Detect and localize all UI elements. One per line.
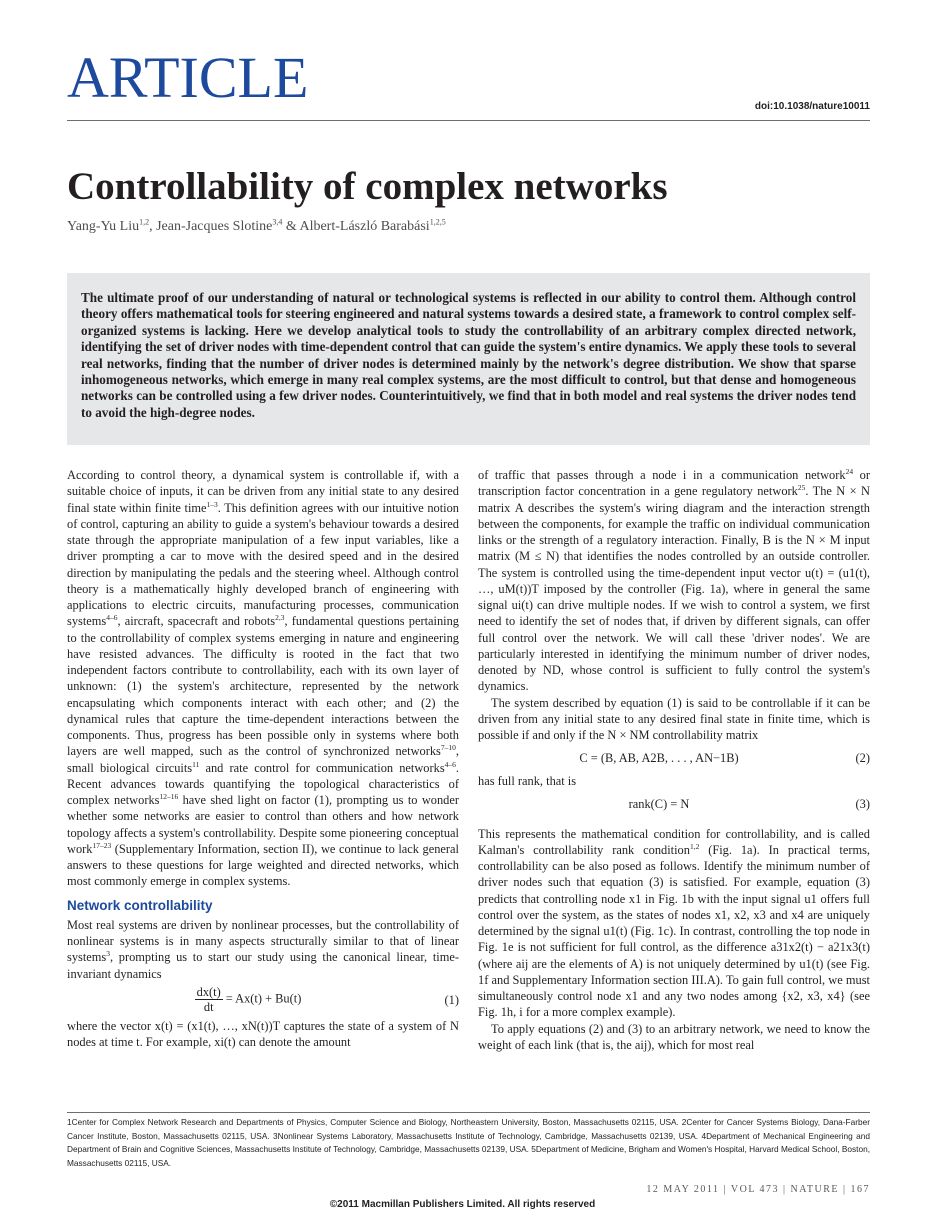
citation[interactable]: 4–6 — [444, 759, 456, 769]
footnote-rule — [67, 1112, 870, 1113]
article-title: Controllability of complex networks — [67, 165, 668, 208]
abstract-box — [67, 273, 870, 445]
section-heading: Network controllability — [67, 897, 213, 913]
eq1-rhs: = Ax(t) + Bu(t) — [225, 991, 302, 1006]
equation-2 — [478, 743, 870, 773]
body-paragraph: of traffic that passes through a node i in a communication network$^{24}$ or transcription factor concentration in a gene regulatory network$^{25}$. The N × N matrix A describes the system's wiring diagram and the interaction strength between the components, for example the traffic on individual communication links or the strength of a regulatory interaction. Finally, B is the N × M input matrix (M ≤ N) that identifies the nodes controlled by an outside controller. The system is controlled using the time-dependent input vector u(t) = (u1(t), …, uM(t))T imposed by the controller (Fig. 1a), where in general the same signal ui(t) can drive multiple nodes. If we wish to control a system, we first need to identify the set of nodes that, if driven by different signals, can offer full control over the network. We will call these 'driver nodes'. We are particularly interested in identifying the minimum number of driver nodes, denoted by ND, whose control is sufficient to fully control the system's dynamics. — [478, 466, 870, 694]
citation[interactable]: 1,2 — [689, 841, 700, 851]
copyright-notice: ©2011 Macmillan Publishers Limited. All rights reserved — [329, 1199, 596, 1210]
author-name[interactable]: Jean-Jacques Slotine — [156, 219, 273, 234]
author-affiliation: 1,2,5 — [429, 217, 446, 227]
citation[interactable]: 17–23 — [92, 840, 112, 850]
body-paragraph: Most real systems are driven by nonlinear processes, but the controllability of nonlinear systems is in many aspects structurally similar to that of linear systems$^3$, prompting us to start our study using the canonical linear, time-invariant dynamics — [67, 917, 459, 981]
page-info: 12 MAY 2011 | VOL 473 | NATURE | 167 — [646, 1184, 870, 1195]
doi-label[interactable]: doi:10.1038/nature10011 — [754, 101, 870, 112]
author-list — [67, 219, 446, 235]
body-column-right — [478, 467, 870, 1053]
author-separator: & — [282, 219, 300, 234]
eq3-body: rank(C) = N — [628, 797, 690, 812]
author-name[interactable]: Albert-László Barabási — [299, 219, 430, 234]
eq1-denominator: dt — [203, 1000, 214, 1015]
citation[interactable]: 4–6 — [106, 613, 118, 623]
citation[interactable]: 3 — [106, 949, 110, 959]
body-paragraph: According to control theory, a dynamical system is controllable if, with a suitable choice of inputs, it can be driven from any initial state to any desired final state within finite time$^{1-3}$. This definition agrees with our intuitive notion of control, capturing an ability to guide a system's behaviour towards a desired state through the appropriate manipulation of a few input variables, like a driver prompting a car to move with the desired speed and in the desired direction by manipulating the pedals and the steering wheel. Although control theory is a mathematically highly developed branch of engineering with applications to electric circuits, manufacturing processes, communication systems$^{4-6}$, aircraft, spacecraft and robots$^{2,3}$, fundamental questions pertaining to the controllability of complex systems emerging in nature and engineering have resisted advances. The difficulty is rooted in the fact that two independent factors contribute to controllability, each with its own layer of unknown: (1) the system's architecture, represented by the network encapsulating which components interact with each other; and (2) the dynamical rules that capture the time-dependent interactions between the components. Thus, progress has been possible only in systems where both layers are well mapped, such as the control of synchronized networks$^{7-10}$, small biological circuits$^{11}$ and rate control for communication networks$^{4-6}$. Recent advances towards quantifying the topological characteristics of complex networks$^{12-16}$ have shed light on factor (1), prompting us to wonder whether some networks are easier to control than others and how network topology affects a system's controllability. Despite some pioneering conceptual work$^{17-23}$ (Supplementary Information, section II), we continue to lack general answers to these questions for large weighted and directed networks, which most commonly emerge in complex systems. — [67, 468, 460, 889]
body-paragraph: The system described by equation (1) is said to be controllable if it can be driven from any initial state to any desired final state in finite time, which is possible if and only if the N × NM controllability matrix — [478, 695, 870, 742]
affiliations-footnote: 1Center for Complex Network Research and Departments of Physics, Computer Science and Biology, Northeastern University, Boston, Massachusetts 02115, USA. 2Center for Cancer Systems Biology, Dana-Farber Cancer Institute, Boston, Massachusetts 02115, USA. 3Nonlinear Systems Laboratory, Massachusetts Institute of Technology, Cambridge, Massachusetts 02139, USA. 4Department of Mechanical Engineering and Department of Brain and Cognitive Sciences, Massachusetts Institute of Technology, Cambridge, Massachusetts 02139, USA. 5Department of Medicine, Brigham and Women's Hospital, Harvard Medical School, Boston, Massachusetts 02115, USA. — [67, 1117, 870, 1168]
citation[interactable]: 1–3 — [206, 499, 218, 509]
eq1-numerator: dx(t) — [196, 985, 221, 1000]
body-paragraph: where the vector x(t) = (x1(t), …, xN(t))T captures the state of a system of N nodes at time t. For example, xi(t) can denote the amount — [67, 1018, 459, 1049]
author-name[interactable]: Yang-Yu Liu — [67, 219, 140, 234]
citation[interactable]: 24 — [845, 466, 854, 476]
citation[interactable]: 7–10 — [440, 743, 456, 753]
equation-3 — [478, 790, 870, 820]
article-kicker: ARTICLE — [67, 45, 309, 110]
citation[interactable]: 25 — [797, 483, 806, 493]
citation[interactable]: 12–16 — [159, 791, 179, 801]
citation[interactable]: 2,3 — [275, 613, 285, 623]
equation-number: (2) — [855, 751, 870, 766]
abstract-text: The ultimate proof of our understanding of natural or technological systems is reflected in our ability to control them. Although control theory offers mathematical tools for steering engineered and natural systems towards a desired state, a framework to control complex self-organized systems is lacking. Here we develop analytical tools to study the controllability of an arbitrary complex directed network, identifying the set of driver nodes with time-dependent control that can guide the system's entire dynamics. We apply these tools to several real networks, finding that the number of driver nodes is determined mainly by the network's degree distribution. We show that sparse inhomogeneous networks, which emerge in many real complex systems, are the most difficult to control, but that dense and homogeneous networks can be controlled using a few driver nodes. Counterintuitively, we find that in both model and real systems the driver nodes tend to avoid the high-degree nodes. — [81, 290, 856, 420]
body-paragraph: To apply equations (2) and (3) to an arbitrary network, we need to know the weight of each link (that is, the aij), which for most real — [478, 1021, 870, 1052]
citation[interactable]: 11 — [192, 759, 200, 769]
body-column-left — [67, 467, 459, 1050]
author-separator: , — [149, 219, 157, 234]
header-rule — [67, 120, 870, 121]
equation-1 — [67, 982, 459, 1018]
body-paragraph: This represents the mathematical condition for controllability, and is called Kalman's controllability rank condition$^{1,2}$ (Fig. 1a). In practical terms, controllability can be also posed as follows. Identify the minimum number of driver nodes such that equation (3) is satisfied. For example, equation (3) predicts that controlling node x1 in Fig. 1b with the input signal u1 offers full control over the system, as the states of nodes x1, x2, x3 and x4 are uniquely determined by the signal u1(t) (Fig. 1c). In contrast, controlling the top node in Fig. 1e is not sufficient for full control, as the difference a31x2(t) − a21x3(t) (where aij are the elements of A) is not uniquely determined by u1(t) (see Fig. 1f and Supplementary Information section III.A). To gain full control, we must simultaneously control node x1 and any two nodes among {x2, x3, x4} (see Fig. 1h, i for a more complex example). — [478, 826, 870, 1020]
body-paragraph: has full rank, that is — [478, 774, 577, 789]
author-affiliation: 3,4 — [272, 217, 283, 227]
eq2-body: C = (B, AB, A2B, . . . , AN−1B) — [579, 751, 739, 766]
author-affiliation: 1,2 — [139, 217, 150, 227]
equation-number: (3) — [855, 797, 870, 812]
equation-number: (1) — [444, 992, 459, 1007]
